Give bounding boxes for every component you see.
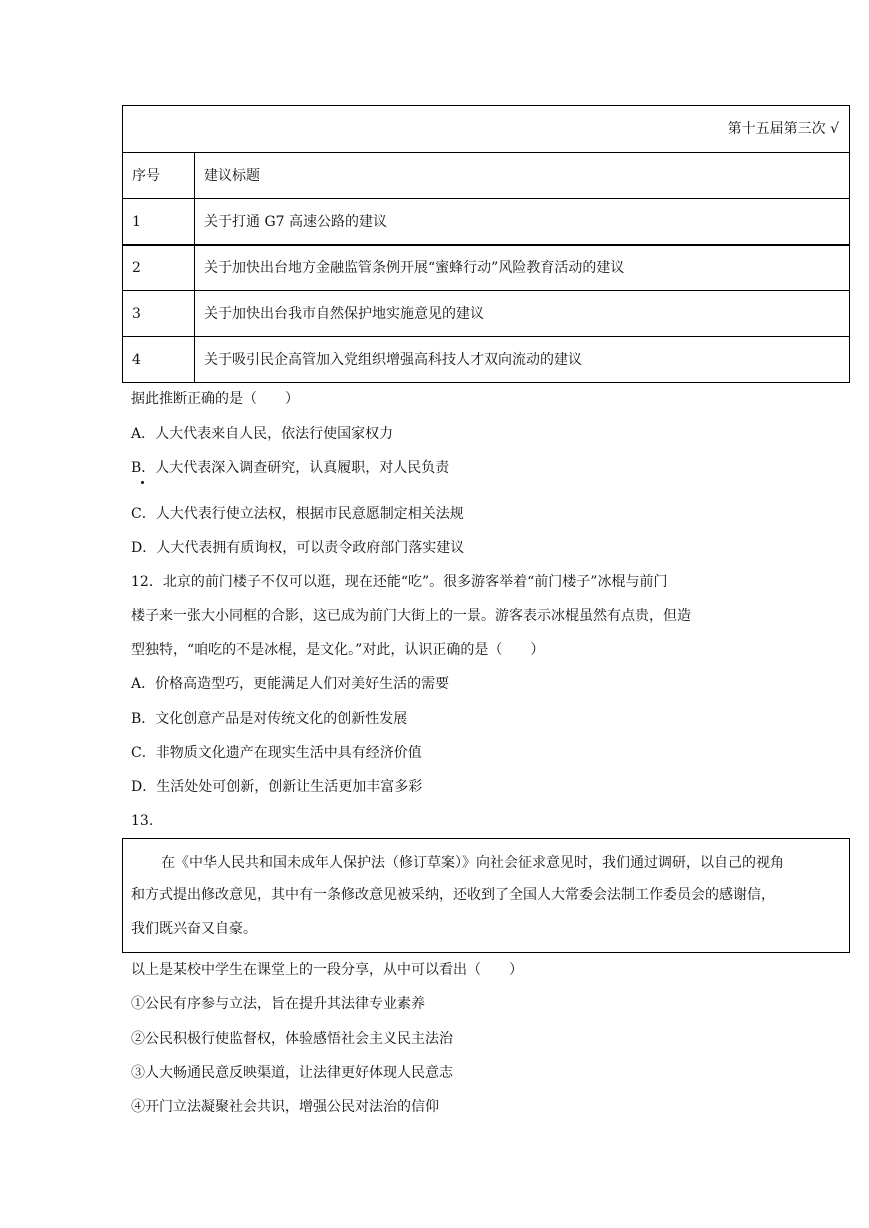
table-cell	[195, 291, 849, 336]
q13-item-2: ②公民积极行使监督权，体验感悟社会主义民主法治	[131, 1031, 453, 1047]
table-cell	[195, 199, 849, 244]
material-line-1: 在《中华人民共和国未成年人保护法（修订草案）》向社会征求意见时，我们通过调研，以自己的视角	[161, 855, 784, 871]
q11-stem: 据此推断正确的是（ ）	[131, 391, 299, 407]
q12-option-c: C．非物质文化遗产在现实生活中具有经济价值	[131, 745, 422, 761]
row-num: 2	[132, 260, 141, 276]
emphasis-dot	[141, 481, 144, 484]
col-title-header: 建议标题	[204, 167, 260, 184]
row-title: 关于加快出台地方金融监管条例开展“蜜蜂行动”风险教育活动的建议	[204, 260, 625, 276]
q13-item-3: ③人大畅通民意反映渠道，让法律更好体现人民意志	[131, 1065, 453, 1081]
row-title: 关于打通 G7 高速公路的建议	[204, 213, 387, 230]
q11-option-c: C．人大代表行使立法权，根据市民意愿制定相关法规	[131, 506, 464, 522]
table-session-row	[123, 106, 849, 152]
table-cell	[123, 246, 195, 290]
table-header-row	[123, 152, 849, 198]
q13-material-box	[122, 838, 850, 953]
table-row	[123, 336, 849, 382]
table-cell	[195, 337, 849, 382]
proposal-table	[122, 105, 850, 383]
table-cell	[195, 153, 849, 198]
q12-stem-line-2: 楼子来一张大小同框的合影，这已成为前门大街上的一景。游客表示冰棍虽然有点贵，但造	[131, 608, 691, 624]
table-cell	[123, 337, 195, 382]
table-cell	[123, 153, 195, 198]
col-num-header: 序号	[132, 167, 160, 184]
table-row	[123, 198, 849, 244]
session-label: 第十五届第三次 √	[727, 121, 839, 137]
q11-option-d: D．人大代表拥有质询权，可以责令政府部门落实建议	[131, 540, 465, 556]
q11-option-b: B．人大代表深入调查研究，认真履职，对人民负责	[131, 460, 450, 476]
table-cell	[195, 246, 849, 290]
q13-number: 13.	[131, 813, 154, 829]
row-title: 关于吸引民企高管加入党组织增强高科技人才双向流动的建议	[204, 351, 582, 368]
table-row	[123, 244, 849, 290]
q11-option-a: A．人大代表来自人民，依法行使国家权力	[131, 426, 394, 442]
material-line-2: 和方式提出修改意见，其中有一条修改意见被采纳，还收到了全国人大常委会法制工作委员会的感谢信，	[131, 887, 775, 903]
q12-option-d: D．生活处处可创新，创新让生活更加丰富多彩	[131, 779, 423, 795]
q13-item-1: ①公民有序参与立法，旨在提升其法律专业素养	[131, 996, 425, 1012]
q12-stem-line-3: 型独特，“咱吃的不是冰棍，是文化。”对此，认识正确的是（ ）	[131, 642, 545, 658]
row-num: 3	[132, 305, 141, 322]
q12-option-b: B．文化创意产品是对传统文化的创新性发展	[131, 711, 408, 727]
table-cell	[123, 199, 195, 244]
row-num: 4	[132, 351, 141, 368]
q12-option-a: A．价格高造型巧，更能满足人们对美好生活的需要	[131, 676, 450, 692]
row-num: 1	[132, 213, 141, 230]
q13-stem: 以上是某校中学生在课堂上的一段分享，从中可以看出（ ）	[131, 962, 523, 978]
row-title: 关于加快出台我市自然保护地实施意见的建议	[204, 305, 484, 322]
table-cell	[123, 291, 195, 336]
q13-item-4: ④开门立法凝聚社会共识，增强公民对法治的信仰	[131, 1099, 439, 1115]
table-row	[123, 290, 849, 336]
q12-stem-line-1: 12．北京的前门楼子不仅可以逛，现在还能“吃”。很多游客举着“前门楼子”冰棍与前门	[131, 574, 668, 590]
material-line-3: 我们既兴奋又自豪。	[131, 921, 257, 937]
